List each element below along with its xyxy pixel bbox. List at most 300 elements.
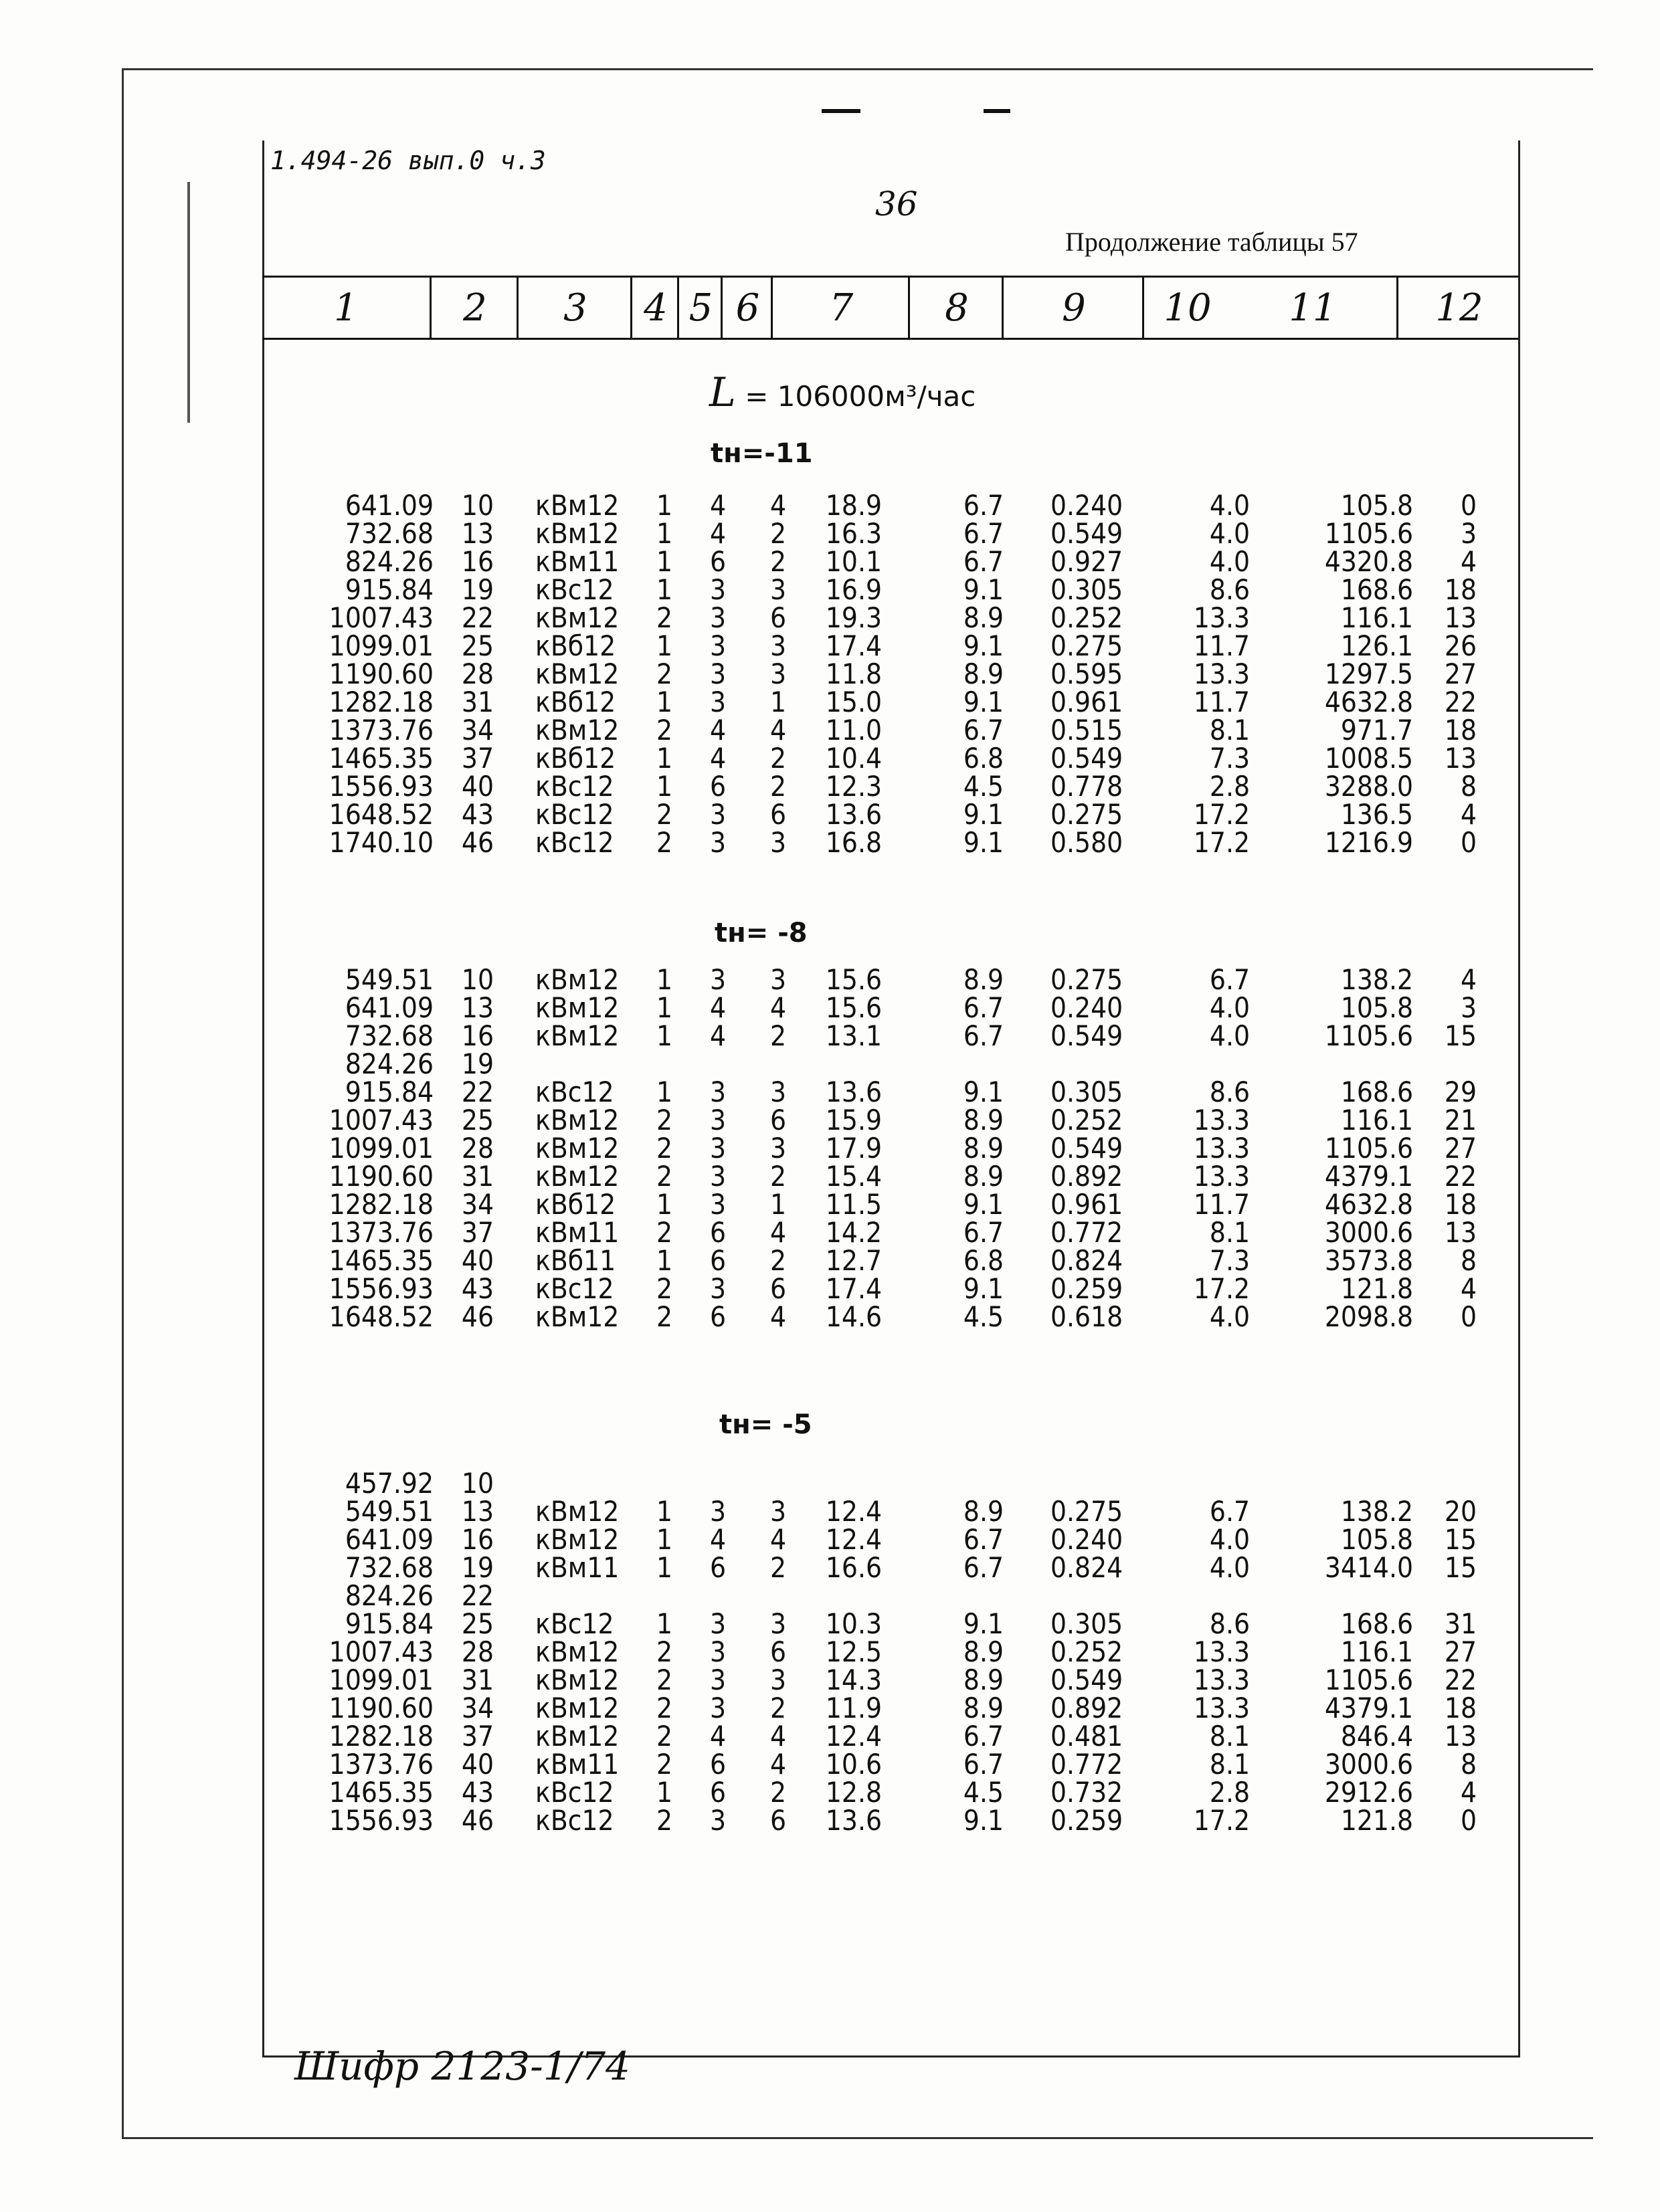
table-cell: 4320.8 bbox=[1324, 545, 1413, 578]
table-cell: 4.0 bbox=[1209, 1551, 1250, 1584]
table-cell: 20 bbox=[1444, 1495, 1477, 1528]
table-cell: кВб12 bbox=[535, 1188, 616, 1221]
table-cell: кВм12 bbox=[535, 517, 620, 550]
table-cell: 1 bbox=[769, 1188, 786, 1221]
table-cell: 34 bbox=[461, 1692, 494, 1724]
table-cell: 6.7 bbox=[963, 517, 1004, 550]
table-cell: 3 bbox=[769, 1664, 786, 1696]
table-cell: 8.9 bbox=[963, 1132, 1004, 1165]
table-cell: 4.0 bbox=[1209, 991, 1250, 1024]
table-cell: 10 bbox=[461, 1467, 494, 1500]
table-cell: 15.6 bbox=[825, 963, 882, 996]
table-cell: 3 bbox=[709, 1076, 726, 1108]
table-cell: 1740.10 bbox=[329, 826, 434, 859]
table-cell: 1648.52 bbox=[329, 1300, 434, 1333]
table-cell: 25 bbox=[461, 1607, 494, 1640]
table-cell: 9.1 bbox=[963, 798, 1004, 831]
table-cell: 121.8 bbox=[1340, 1804, 1413, 1837]
table-cell: кВм12 bbox=[535, 1132, 620, 1165]
table-cell: 6.7 bbox=[963, 545, 1004, 578]
table-cell: 6.7 bbox=[963, 1216, 1004, 1249]
table-cell: 15.9 bbox=[825, 1104, 882, 1136]
table-cell: 2 bbox=[656, 1272, 672, 1305]
table-cell: 8.9 bbox=[963, 963, 1004, 996]
table-cell: 16.9 bbox=[825, 573, 882, 606]
table-cell: 13 bbox=[1444, 1720, 1477, 1752]
table-cell: 4 bbox=[709, 714, 726, 746]
table-cell: 40 bbox=[461, 1244, 494, 1277]
table-cell: 6.8 bbox=[963, 742, 1004, 775]
table-cell: 2 bbox=[769, 545, 786, 578]
table-cell: 3 bbox=[709, 658, 726, 690]
table-cell: 4632.8 bbox=[1324, 686, 1413, 718]
column-header: 8 bbox=[908, 278, 1004, 338]
table-cell: 2.8 bbox=[1209, 1776, 1250, 1809]
table-cell: 17.4 bbox=[825, 1272, 882, 1305]
table-cell: 0 bbox=[1460, 826, 1477, 859]
table-cell: 34 bbox=[461, 714, 494, 746]
table-cell: 4632.8 bbox=[1324, 1188, 1413, 1221]
table-cell: 15.6 bbox=[825, 991, 882, 1024]
table-cell: 1 bbox=[656, 1495, 672, 1528]
table-cell: 25 bbox=[461, 629, 494, 662]
column-header: 4 bbox=[630, 278, 679, 338]
table-cell: 16.3 bbox=[825, 517, 882, 550]
table-cell: 0.305 bbox=[1050, 573, 1123, 606]
table-cell: 1105.6 bbox=[1324, 1132, 1413, 1165]
table-cell: 4 bbox=[709, 742, 726, 775]
table-cell: 4 bbox=[769, 1748, 786, 1781]
table-continuation-label: Продолжение таблицы 57 bbox=[1065, 227, 1358, 257]
table-cell: 31 bbox=[461, 686, 494, 718]
table-cell: 28 bbox=[461, 1635, 494, 1668]
table-cell: 0.824 bbox=[1050, 1551, 1123, 1584]
table-cell: 3 bbox=[709, 1692, 726, 1724]
table-cell: 4 bbox=[1460, 963, 1477, 996]
table-cell: 31 bbox=[461, 1664, 494, 1696]
table-cell: 12.7 bbox=[825, 1244, 882, 1277]
table-cell: 0.961 bbox=[1050, 686, 1123, 718]
table-cell: 0.961 bbox=[1050, 1188, 1123, 1221]
table-cell: 6 bbox=[709, 1244, 726, 1277]
table-cell: 16 bbox=[461, 1019, 494, 1052]
table-cell: 1282.18 bbox=[329, 686, 434, 718]
table-cell: 6 bbox=[769, 1635, 786, 1668]
table-cell: 10.1 bbox=[825, 545, 882, 578]
table-cell: 7.3 bbox=[1209, 1244, 1250, 1277]
table-cell: 2.8 bbox=[1209, 770, 1250, 803]
table-cell: 457.92 bbox=[345, 1467, 434, 1500]
table-cell: 3 bbox=[769, 826, 786, 859]
table-cell: 16 bbox=[461, 1523, 494, 1556]
table-cell: 0.305 bbox=[1050, 1607, 1123, 1640]
table-cell: 1465.35 bbox=[329, 1776, 434, 1809]
table-cell: кВм12 bbox=[535, 1160, 620, 1193]
table-cell: 12.8 bbox=[825, 1776, 882, 1809]
table-cell: 1465.35 bbox=[329, 1244, 434, 1277]
table-cell: 6.7 bbox=[963, 1551, 1004, 1584]
table-cell: 2 bbox=[769, 1692, 786, 1724]
table-cell: 2 bbox=[769, 517, 786, 550]
table-cell: кВм12 bbox=[535, 601, 620, 634]
table-cell: 8.9 bbox=[963, 658, 1004, 690]
table-cell: 3 bbox=[709, 1104, 726, 1136]
table-cell: 12.4 bbox=[825, 1495, 882, 1528]
table-cell: 40 bbox=[461, 1748, 494, 1781]
table-cell: кВм12 bbox=[535, 1495, 620, 1528]
table-cell: 9.1 bbox=[963, 1076, 1004, 1108]
table-cell: 1556.93 bbox=[329, 1272, 434, 1305]
table-cell: 2 bbox=[656, 1635, 672, 1668]
table-cell: 0.549 bbox=[1050, 742, 1123, 775]
table-cell: 732.68 bbox=[345, 1019, 434, 1052]
table-cell: кВб12 bbox=[535, 742, 616, 775]
table-cell: 11.7 bbox=[1193, 686, 1250, 718]
table-cell: 6 bbox=[769, 601, 786, 634]
table-cell: 2 bbox=[769, 1244, 786, 1277]
table-cell: 915.84 bbox=[345, 573, 434, 606]
table-cell: кВс12 bbox=[535, 826, 614, 859]
table-cell: 8.9 bbox=[963, 1160, 1004, 1193]
table-cell: 4.5 bbox=[963, 1300, 1004, 1333]
table-cell: 8.9 bbox=[963, 1104, 1004, 1136]
table-cell: 18 bbox=[1444, 714, 1477, 746]
table-cell: 7.3 bbox=[1209, 742, 1250, 775]
table-cell: 13.3 bbox=[1193, 1160, 1250, 1193]
table-cell: 1 bbox=[769, 686, 786, 718]
table-cell: 3 bbox=[709, 601, 726, 634]
table-cell: 0.240 bbox=[1050, 489, 1123, 522]
table-cell: 1 bbox=[656, 770, 672, 803]
table-cell: 40 bbox=[461, 770, 494, 803]
table-cell: 22 bbox=[1444, 686, 1477, 718]
table-cell: 3000.6 bbox=[1324, 1748, 1413, 1781]
table-cell: 4 bbox=[709, 991, 726, 1024]
table-cell: 1 bbox=[656, 1776, 672, 1809]
table-cell: 13 bbox=[461, 1495, 494, 1528]
table-cell: 915.84 bbox=[345, 1076, 434, 1108]
table-cell: 16.6 bbox=[825, 1551, 882, 1584]
table-cell: кВм12 bbox=[535, 1692, 620, 1724]
table-cell: 8 bbox=[1460, 1244, 1477, 1277]
table-cell: 732.68 bbox=[345, 1551, 434, 1584]
table-cell: 1 bbox=[656, 1551, 672, 1584]
table-cell: кВс12 bbox=[535, 1804, 614, 1837]
table-cell: 13.6 bbox=[825, 798, 882, 831]
table-cell: 8.9 bbox=[963, 601, 1004, 634]
table-cell: кВм12 bbox=[535, 1300, 620, 1333]
table-cell: 27 bbox=[1444, 658, 1477, 690]
table-cell: 29 bbox=[1444, 1076, 1477, 1108]
table-cell: кВс12 bbox=[535, 770, 614, 803]
table-cell: 13 bbox=[1444, 601, 1477, 634]
table-cell: 1007.43 bbox=[329, 601, 434, 634]
table-cell: 9.1 bbox=[963, 1804, 1004, 1837]
table-cell: 2 bbox=[656, 826, 672, 859]
table-cell: 3 bbox=[769, 573, 786, 606]
table-cell: 105.8 bbox=[1340, 991, 1413, 1024]
table-cell: 105.8 bbox=[1340, 1523, 1413, 1556]
table-cell: 2 bbox=[656, 1300, 672, 1333]
table-cell: 6.7 bbox=[963, 1748, 1004, 1781]
table-cell: 9.1 bbox=[963, 826, 1004, 859]
table-cell: 6.7 bbox=[963, 714, 1004, 746]
column-header: 5 bbox=[677, 278, 723, 338]
table-cell: 2 bbox=[656, 1104, 672, 1136]
table-cell: 28 bbox=[461, 1132, 494, 1165]
table-cell: кВм12 bbox=[535, 1019, 620, 1052]
table-cell: 1 bbox=[656, 489, 672, 522]
table-cell: 3 bbox=[709, 629, 726, 662]
airflow-value: = 106000м³/час bbox=[745, 380, 976, 413]
table-cell: 8.1 bbox=[1209, 1720, 1250, 1752]
table-cell: 2 bbox=[769, 742, 786, 775]
table-cell: 21 bbox=[1444, 1104, 1477, 1136]
table-cell: кВб11 bbox=[535, 1244, 616, 1277]
top-mark-left bbox=[822, 109, 860, 113]
table-cell: 0 bbox=[1460, 1804, 1477, 1837]
table-cell: 0.892 bbox=[1050, 1692, 1123, 1724]
table-cell: 13.3 bbox=[1193, 1692, 1250, 1724]
table-cell: 4 bbox=[1460, 1776, 1477, 1809]
table-cell: 0.275 bbox=[1050, 629, 1123, 662]
table-cell: 732.68 bbox=[345, 517, 434, 550]
table-cell: 3573.8 bbox=[1324, 1244, 1413, 1277]
table-cell: 10.4 bbox=[825, 742, 882, 775]
table-cell: 0.240 bbox=[1050, 991, 1123, 1024]
table-cell: 18 bbox=[1444, 1188, 1477, 1221]
table-cell: 19.3 bbox=[825, 601, 882, 634]
table-cell: 0.481 bbox=[1050, 1720, 1123, 1752]
table-cell: 8 bbox=[1460, 1748, 1477, 1781]
table-cell: 6 bbox=[709, 770, 726, 803]
table-cell: 12.3 bbox=[825, 770, 882, 803]
table-cell: 10 bbox=[461, 489, 494, 522]
table-cell: 3 bbox=[769, 658, 786, 690]
table-cell: 116.1 bbox=[1340, 1104, 1413, 1136]
table-cell: 16.8 bbox=[825, 826, 882, 859]
table-cell: кВс12 bbox=[535, 1607, 614, 1640]
table-cell: 9.1 bbox=[963, 573, 1004, 606]
table-cell: 2 bbox=[769, 1019, 786, 1052]
column-header: 3 bbox=[517, 278, 632, 338]
table-cell: 17.2 bbox=[1193, 826, 1250, 859]
table-cell: 3 bbox=[769, 963, 786, 996]
table-cell: 6.8 bbox=[963, 1244, 1004, 1277]
table-cell: кВб12 bbox=[535, 686, 616, 718]
table-cell: 1007.43 bbox=[329, 1104, 434, 1136]
table-cell: 2 bbox=[656, 714, 672, 746]
table-cell: 3 bbox=[1460, 991, 1477, 1024]
airflow-label bbox=[709, 369, 976, 416]
table-cell: 37 bbox=[461, 1216, 494, 1249]
table-cell: 6.7 bbox=[1209, 1495, 1250, 1528]
table-cell: 0.549 bbox=[1050, 517, 1123, 550]
table-cell: 13 bbox=[461, 991, 494, 1024]
table-cell: 6 bbox=[769, 1104, 786, 1136]
document-code: 1.494-26 вып.0 ч.3 bbox=[270, 146, 546, 175]
table-cell: 12.4 bbox=[825, 1523, 882, 1556]
table-cell: 3 bbox=[709, 1607, 726, 1640]
table-cell: кВс12 bbox=[535, 573, 614, 606]
table-cell: 8.6 bbox=[1209, 1607, 1250, 1640]
table-cell: 846.4 bbox=[1340, 1720, 1413, 1752]
table-cell: 641.09 bbox=[345, 489, 434, 522]
table-cell: 0.515 bbox=[1050, 714, 1123, 746]
table-cell: 0.240 bbox=[1050, 1523, 1123, 1556]
table-cell: кВм12 bbox=[535, 1523, 620, 1556]
table-cell: 1 bbox=[656, 963, 672, 996]
table-cell: 0.275 bbox=[1050, 963, 1123, 996]
table-cell: 31 bbox=[461, 1160, 494, 1193]
table-cell: 2 bbox=[656, 1720, 672, 1752]
table-cell: 824.26 bbox=[345, 1579, 434, 1612]
table-cell: 6 bbox=[709, 1551, 726, 1584]
table-cell: кВм12 bbox=[535, 991, 620, 1024]
table-cell: кВс12 bbox=[535, 798, 614, 831]
table-cell: 915.84 bbox=[345, 1607, 434, 1640]
table-cell: кВм11 bbox=[535, 1216, 620, 1249]
table-cell: 13.3 bbox=[1193, 658, 1250, 690]
table-cell: 2912.6 bbox=[1324, 1776, 1413, 1809]
table-cell: 1 bbox=[656, 545, 672, 578]
table-cell: 1373.76 bbox=[329, 1748, 434, 1781]
table-cell: 4.0 bbox=[1209, 1523, 1250, 1556]
table-cell: 1373.76 bbox=[329, 1216, 434, 1249]
table-cell: 13.6 bbox=[825, 1804, 882, 1837]
table-cell: 37 bbox=[461, 742, 494, 775]
table-cell: 0.772 bbox=[1050, 1216, 1123, 1249]
table-cell: 13.3 bbox=[1193, 1132, 1250, 1165]
table-cell: 18.9 bbox=[825, 489, 882, 522]
table-cell: кВм12 bbox=[535, 1635, 620, 1668]
table-cell: 1105.6 bbox=[1324, 517, 1413, 550]
table-cell: 46 bbox=[461, 826, 494, 859]
table-cell: 11.7 bbox=[1193, 629, 1250, 662]
table-cell: 0.549 bbox=[1050, 1132, 1123, 1165]
table-cell: 4 bbox=[769, 1300, 786, 1333]
table-cell: 9.1 bbox=[963, 1272, 1004, 1305]
column-header: 9 bbox=[1002, 278, 1144, 338]
table-cell: 12.4 bbox=[825, 1720, 882, 1752]
table-cell: 27 bbox=[1444, 1635, 1477, 1668]
table-cell: 0.618 bbox=[1050, 1300, 1123, 1333]
table-cell: 19 bbox=[461, 573, 494, 606]
table-cell: кВм11 bbox=[535, 545, 620, 578]
table-cell: 2 bbox=[656, 658, 672, 690]
table-cell: 4 bbox=[1460, 545, 1477, 578]
table-cell: 16 bbox=[461, 545, 494, 578]
table-cell: 4.0 bbox=[1209, 1019, 1250, 1052]
table-cell: 2 bbox=[656, 601, 672, 634]
table-cell: 15.0 bbox=[825, 686, 882, 718]
table-cell: 6 bbox=[769, 1804, 786, 1837]
table-cell: 22 bbox=[461, 1076, 494, 1108]
table-cell: 3 bbox=[709, 1495, 726, 1528]
table-cell: 0.549 bbox=[1050, 1664, 1123, 1696]
table-cell: 6.7 bbox=[1209, 963, 1250, 996]
table-cell: 0.252 bbox=[1050, 601, 1123, 634]
table-cell: 1556.93 bbox=[329, 770, 434, 803]
table-cell: 9.1 bbox=[963, 1607, 1004, 1640]
table-cell: 19 bbox=[461, 1551, 494, 1584]
section-title: tн=-11 bbox=[711, 438, 813, 469]
table-cell: 0.927 bbox=[1050, 545, 1123, 578]
table-cell: 19 bbox=[461, 1047, 494, 1080]
table-cell: 6.7 bbox=[963, 1523, 1004, 1556]
table-cell: 4 bbox=[769, 714, 786, 746]
table-cell: 1 bbox=[656, 1076, 672, 1108]
table-cell: 2 bbox=[769, 1551, 786, 1584]
table-cell: 3 bbox=[769, 629, 786, 662]
table-cell: 14.2 bbox=[825, 1216, 882, 1249]
table-cell: 3 bbox=[769, 1607, 786, 1640]
table-cell: 43 bbox=[461, 798, 494, 831]
margin-mark bbox=[187, 182, 190, 423]
table-cell: кВм12 bbox=[535, 658, 620, 690]
column-header: 7 bbox=[771, 278, 910, 338]
column-header-row bbox=[262, 276, 1518, 340]
column-header: 1 bbox=[334, 286, 358, 330]
table-cell: 4.0 bbox=[1209, 517, 1250, 550]
table-cell: кВм11 bbox=[535, 1551, 620, 1584]
table-cell: 8.9 bbox=[963, 1692, 1004, 1724]
table-cell: 13.3 bbox=[1193, 1104, 1250, 1136]
table-cell: 4 bbox=[709, 517, 726, 550]
table-cell: 2 bbox=[769, 1160, 786, 1193]
table-cell: 3 bbox=[709, 1635, 726, 1668]
table-cell: 3 bbox=[709, 573, 726, 606]
table-cell: 4379.1 bbox=[1324, 1160, 1413, 1193]
table-cell: 4.0 bbox=[1209, 545, 1250, 578]
table-cell: кВб12 bbox=[535, 629, 616, 662]
table-cell: 18 bbox=[1444, 1692, 1477, 1724]
table-cell: 1282.18 bbox=[329, 1188, 434, 1221]
table-cell: 22 bbox=[461, 601, 494, 634]
table-cell: 46 bbox=[461, 1804, 494, 1837]
table-cell: 17.2 bbox=[1193, 1272, 1250, 1305]
table-cell: 1465.35 bbox=[329, 742, 434, 775]
table-cell: 11.0 bbox=[825, 714, 882, 746]
column-header: 10 bbox=[1142, 278, 1231, 338]
table-cell: 9.1 bbox=[963, 686, 1004, 718]
table-cell: 10.6 bbox=[825, 1748, 882, 1781]
table-cell: 13.3 bbox=[1193, 601, 1250, 634]
table-cell: 13.3 bbox=[1193, 1635, 1250, 1668]
table-cell: 1105.6 bbox=[1324, 1019, 1413, 1052]
table-cell: 0.778 bbox=[1050, 770, 1123, 803]
table-cell: 3 bbox=[709, 798, 726, 831]
table-cell: 3 bbox=[769, 1076, 786, 1108]
table-cell: 13.1 bbox=[825, 1019, 882, 1052]
table-cell: 4 bbox=[709, 1523, 726, 1556]
table-cell: 43 bbox=[461, 1272, 494, 1305]
table-cell: 10.3 bbox=[825, 1607, 882, 1640]
table-cell: 9.1 bbox=[963, 629, 1004, 662]
table-cell: 28 bbox=[461, 658, 494, 690]
column-header: 11 bbox=[1289, 286, 1337, 330]
table-cell: 6.7 bbox=[963, 1720, 1004, 1752]
table-cell: 0.824 bbox=[1050, 1244, 1123, 1277]
table-cell: 3 bbox=[709, 1804, 726, 1837]
table-cell: 6.7 bbox=[963, 489, 1004, 522]
table-cell: 31 bbox=[1444, 1607, 1477, 1640]
table-cell: 549.51 bbox=[345, 963, 434, 996]
table-cell: 3 bbox=[709, 1664, 726, 1696]
table-cell: 0.252 bbox=[1050, 1104, 1123, 1136]
table-cell: 6 bbox=[709, 1776, 726, 1809]
table-cell: 4 bbox=[709, 1019, 726, 1052]
